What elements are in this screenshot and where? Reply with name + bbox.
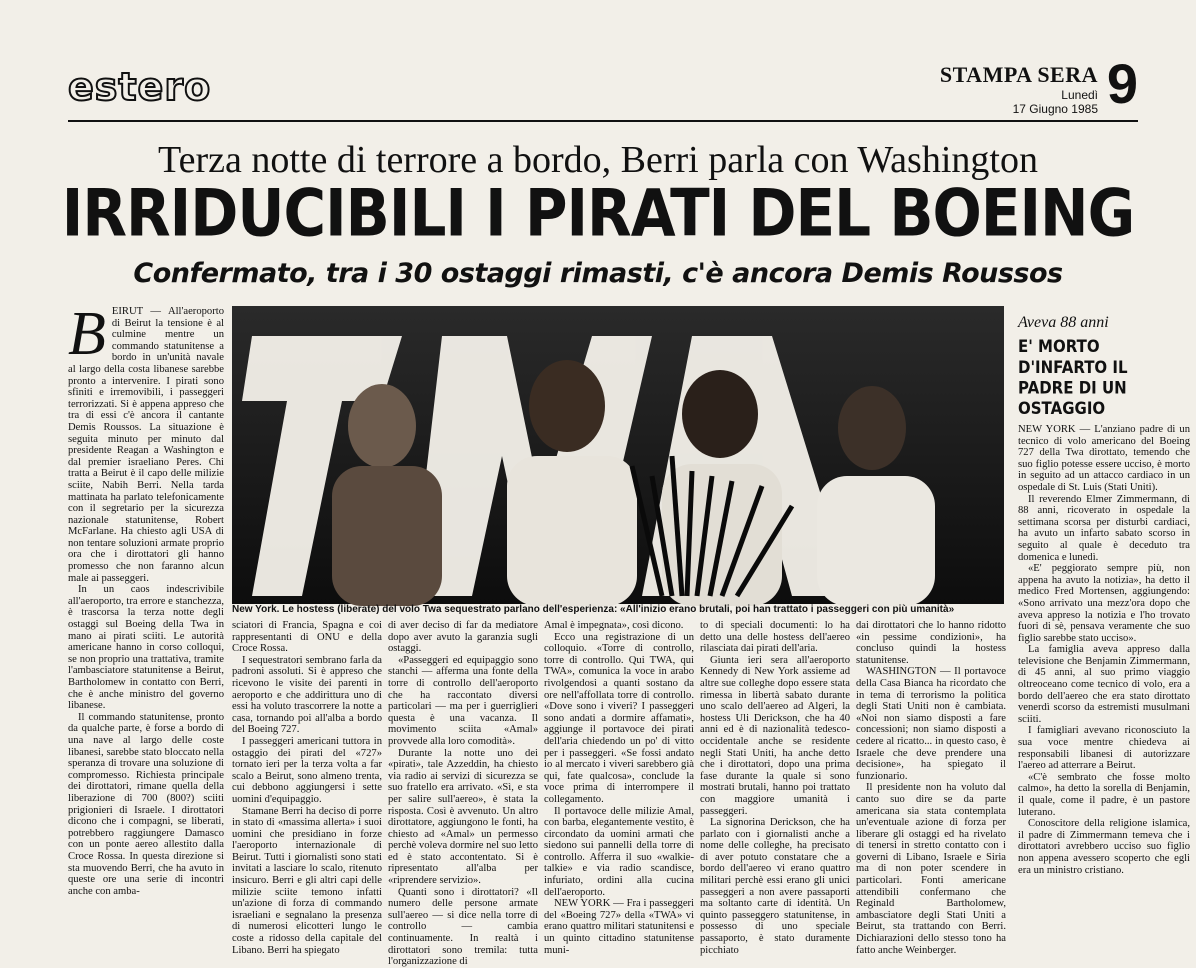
col6-paragraph: WASHINGTON — Il portavoce della Casa Bianca ha ricordato che in tema di terrorismo la politica degli Stati Uniti non è cambiata. «Noi non siamo disposti a fare concessioni; non siamo disposti a cedere al ricatto... in questo caso, è Israele che deve prendere una decisione», ha spiegato il funzionario.: [856, 666, 1006, 782]
masthead: [940, 62, 1098, 116]
article-kicker: Terza notte di terrore a bordo, Berri parla con Washington: [158, 139, 1038, 181]
col1-paragraph: EIRUT — All'aeroporto di Beirut la tensione è al culmine mentre un commando statunitense a bordo in un'unità navale al largo della costa libanese sarebbe pronto a intervenire. I pirati sono sfiniti e irremovibili, i passeggeri terrorizzati. Si è appena appreso che tra di essi c'è ancora il cantante Demis Roussos. La situazione è seguita minuto per minuto dal presidente Reagan a Washington e dal premier israeliano Peres. Chi tratta a Beirut è il capo delle milizie sciite, Nabih Berri. Nella tarda mattinata ha parlato telefonicamente con il segretario per la sicurezza nazionale statunitense, Robert McFarlane. Ha chiesto agli USA di non tentare soluzioni armate proprio ora che i dirottatori gli hanno promesso che non faranno alcun male ai passeggeri.: [68, 306, 224, 584]
col4-paragraph: Amal è impegnata», così dicono.: [544, 620, 684, 631]
sidebar-paragraph: Il reverendo Elmer Zimmermann, di 88 anni, ricoverato in ospedale la settimana scorsa per disturbi cardiaci, ha avuto un infarto sabato scorso in seguito al quale è deceduto tra domenica e lunedì.: [1018, 493, 1190, 563]
sidebar-paragraph: I famigliari avevano riconosciuto la sua voce mentre chiedeva ai responsabili libanesi di autorizzare l'aereo ad atterrare a Beirut.: [1018, 725, 1190, 772]
col3-paragraph: Quanti sono i dirottatori? «Il numero delle persone armate sull'aereo — si dice nella torre di controllo — cambia continuamente. In realtà i dirottatori sono tremila: tutta l'organizzazione di: [388, 886, 538, 968]
article-column-5: [700, 620, 850, 961]
photo-caption: New York. Le hostess (liberate) del volo Twa sequestrato parlano dell'esperienza: «All'inizio erano brutali, poi han trattato i passeggeri con più umanità»: [232, 604, 955, 615]
col4-paragraph: NEW YORK — Fra i passeggeri del «Boeing 727» della «TWA» vi erano quattro militari statunitensi e un quinto cittadino statunitense muni-: [544, 898, 694, 956]
hostess-press-photo: [232, 306, 1004, 604]
section-tag: estero: [68, 65, 212, 109]
article-column-6: [856, 620, 1006, 961]
sidebar-kicker: Aveva 88 anni: [1018, 314, 1109, 331]
paper-name: STAMPA SERA: [939, 62, 1098, 87]
sidebar-body: [1018, 424, 1190, 961]
col1-paragraph: In un caos indescrivibile all'aeroporto, tra errore e stanchezza, è trascorsa la terza notte degli ostaggi sul Boeing della Twa in mano ai pirati sciiti. Le autorità americane hanno in corso colloqui, se non proprio una trattativa, tramite l'ambasciatore statunitense a Beirut, Bartholomew in contatto con Berri, che è anche ministro del governo libanese.: [68, 584, 225, 712]
col1-paragraph: Il commando statunitense, pronto da qualche parte, è forse a bordo di una nave al largo delle coste libanesi, sarebbe stato bloccato nella speranza di trovare una soluzione di compromesso. Richiesta principale dei dirottatori, rimane quella della liberazione di 700 (800?) sciiti prigionieri di Israele. I dirottatori dicono che i compagni, se liberati, potrebbero raggiungere Damasco con un ponte aereo allestito dalla Croce Rossa. In questa direzione si sta muovendo Berri, che ha avuto in queste ore una serie di incontri anche con amba-: [68, 711, 224, 897]
col4-paragraph: Ecco una registrazione di un colloquio. «Torre di controllo, torre di controllo. Qui TWA, qui TWA», comunica la voce in arabo rivolgendosi a quanti sostano da ore nell'affollata torre di controllo. «Dove sono i viveri? I passeggeri sono andati a dormire affamati», aggiunge il portavoce dei pirati dell'aria chiedendo un po' di vitto per i passeggeri. «Se fossi andato io al mercato i viveri sarebbero già qui, fate qualcosa», conclude la voce prima di interrompere il collegamento.: [544, 631, 694, 805]
sidebar-paragraph: «C'è sembrato che fosse molto calmo», ha detto la sorella di Benjamin, il quale, come il padre, è un pastore luterano.: [1018, 771, 1190, 818]
col5-paragraph: to di speciali documenti: lo ha detto una delle hostess dell'aereo rilasciata dai pirati dell'aria.: [700, 620, 850, 655]
sidebar-paragraph: Conoscitore della religione islamica, il padre di Zimmermann temeva che i dirottatori avrebbero ucciso suo figlio non appena avessero scoperto che egli era un ministro cristiano.: [1018, 818, 1190, 876]
sidebar-headline: E' MORTO D'INFARTO IL PADRE DI UN OSTAGGIO: [1018, 336, 1128, 419]
article-photo: [232, 306, 1004, 604]
article-column-3: [388, 620, 538, 968]
article-subhead: Confermato, tra i 30 ostaggi rimasti, c'è ancora Demis Roussos: [133, 258, 1063, 289]
issue-date: 17 Giugno 1985: [1012, 102, 1098, 116]
article-column-1: [68, 300, 225, 961]
article-headline: IRRIDUCIBILI I PIRATI DEL BOEING: [61, 174, 1135, 252]
sidebar-paragraph: «E' peggiorato sempre più, non appena ha avuto la notizia», ha detto il medico Fred Mortensen, aggiungendo: «Sono arrivato una mezz'ora dopo che aveva appreso la notizia e l'ho trovato fuori di sè, pensava veramente che suo figlio sarebbe stato ucciso».: [1018, 563, 1190, 644]
col2-paragraph: I sequestratori sembrano farla da padroni assoluti. Si è appreso che ricevono le visite dei parenti in aeroporto e che addirittura uno di essi ha voluto trascorrere la notte a casa, tornando poi all'alba a bordo del Boeing 727.: [232, 654, 382, 736]
col2-paragraph: I passeggeri americani tuttora in ostaggio dei pirati del «727» tornato ieri per la terza volta a far scalo a Beirut, sono almeno trenta, cui debbono aggiungersi i sette uomini d'equipaggio.: [232, 735, 382, 805]
sidebar-paragraph: La famiglia aveva appreso dalla televisione che Benjamin Zimmermann, di 45 anni, al suo primo viaggio oltreoceano come tecnico di volo, era a bordo dell'aereo che era stato dirottato venerdì scorso da estremisti musulmani sciiti.: [1018, 644, 1190, 725]
article-column-2: [232, 620, 382, 961]
header-rule: [68, 120, 1138, 122]
page-number: 9: [1106, 52, 1138, 115]
col5-paragraph: La signorina Derickson, che ha parlato con i giornalisti anche a nome delle colleghe, ha precisato di aver potuto constatare che a bordo dell'aereo vi erano quattro militari perchè essi erano gli unici passeggeri a non avere passaporti ma soltanto carte di identità. Un quinto passeggero statunitense, in possesso di uno speciale passaporto, è stato duramente picchiato: [700, 817, 850, 956]
col5-paragraph: Giunta ieri sera all'aeroporto Kennedy di New York assieme ad altre sue colleghe dopo essere stata rimessa in libertà sabato durante uno scalo dell'aereo ad Algeri, la hostess Uli Derickson, che ha 40 anni ed è di nazionalità tedesco-occidentale anche se residente negli Stati Uniti, ha anche detto che i dirottatori, dopo una prima fase durante la quale si sono mostrati brutali, hanno poi trattato con maggiore umanità i passeggeri.: [700, 654, 850, 817]
col3-paragraph: «Passeggeri ed equipaggio sono stanchi — afferma una fonte della torre di controllo dell'aeroporto che ha raccontato diversi particolari — ma per i guerriglieri questa è una vacanza. Il movimento sciita «Amal» provvede alla loro comodità».: [388, 654, 538, 747]
col3-paragraph: di aver deciso di far da mediatore dopo aver avuto la garanzia sugli ostaggi.: [388, 620, 538, 655]
col6-paragraph: Il presidente non ha voluto dal canto suo dire se da parte americana sia stata contemplata un'eventuale azione di forza per liberare gli ostaggi ed ha rivelato di tenersi in stretto contatto con i governi di Libano, Israele e Siria ma di non poter scendere in particolari. Fonti americane attendibili confermano che Reginald Bartholomew, ambasciatore degli Stati Uniti a Beirut, sta trattando con Berri. Dichiarazioni dello stesso tono ha fatto anche Weinberger.: [856, 782, 1006, 956]
article-column-4: [544, 620, 694, 961]
col6-paragraph: dai dirottatori che lo hanno ridotto «in pessime condizioni», ha concluso quindi la hostess statunitense.: [856, 620, 1006, 666]
col2-paragraph: sciatori di Francia, Spagna e coi rappresentanti di ONU e della Croce Rossa.: [232, 620, 382, 655]
col4-paragraph: Il portavoce delle milizie Amal, con barba, elegantemente vestito, è circondato da uomini armati che siedono sui pannelli della torre di controllo. Afferra il suo «walkie-talkie» e via radio scandisce, infuriato, ordini alla cucina dell'aeroporto.: [544, 805, 694, 898]
col3-paragraph: Durante la notte uno dei «pirati», tale Azzeddin, ha chiesto via radio ai servizi di sicurezza se suo fratello era arrivato. «Sì, e sta per salire sull'aereo», è stata la risposta. Così è avvenuto. Un altro dirottatore, aggiungono le fonti, ha chiesto ad «Amal» un permesso perchè voleva dormire nel suo letto ed è stato accontentato. Si è ripresentato all'alba per «riprendere servizio».: [388, 747, 538, 887]
sidebar-paragraph: NEW YORK — L'anziano padre di un tecnico di volo americano del Boeing 727 della Twa dirottato, temendo che suo figlio potesse essere ucciso, è morto in seguito ad un attacco cardiaco in un ospedale di St. Luis (Stati Uniti).: [1018, 424, 1190, 493]
issue-day: Lunedì: [1061, 88, 1098, 102]
col2-paragraph: Stamane Berri ha deciso di porre in stato di «massima allerta» i suoi uomini che presidiano in forze l'aeroporto internazionale di Beirut. Tutti i giornalisti sono stati invitati a lasciare lo scalo, ritenuto insicuro. Berri e gli altri capi delle milizie sciite temono infatti un'azione di forza di commando israeliani e segnalano la presenza di numerosi elicotteri lungo le coste a ridosso della capitale del Libano. Berri ha spiegato: [232, 805, 382, 956]
drop-cap: B: [68, 300, 106, 368]
